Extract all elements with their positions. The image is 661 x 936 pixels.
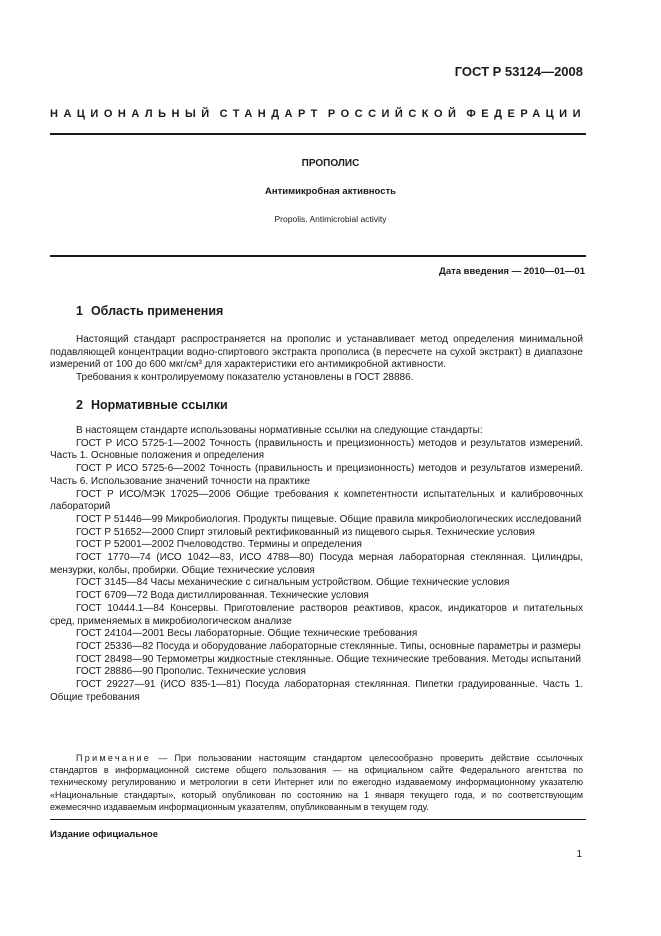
document-title: ПРОПОЛИС <box>301 158 360 169</box>
document-code: ГОСТ Р 53124—2008 <box>454 64 583 79</box>
document-subtitle: Антимикробная активность <box>265 186 396 197</box>
national-standard-banner <box>50 108 586 120</box>
section-title: Нормативные ссылки <box>90 398 228 412</box>
reference-item: ГОСТ 3145—84 Часы механические с сигнальным устройством. Общие технические условия <box>76 577 510 589</box>
banner-word: РОССИЙСКОЙ <box>327 108 462 120</box>
edition-label: Издание официальное <box>50 829 158 840</box>
section-1-body <box>50 334 583 385</box>
reference-item: ГОСТ 24104—2001 Весы лабораторные. Общие технические требования <box>76 628 418 640</box>
reference-item: ГОСТ 6709—72 Вода дистиллированная. Технические условия <box>76 590 369 602</box>
section-heading <box>76 304 223 318</box>
reference-item: ГОСТ 28498—90 Термометры жидкостные стеклянные. Общие технические требования. Методы испытаний <box>76 653 581 665</box>
section-heading <box>76 398 228 412</box>
note-block <box>50 752 583 813</box>
paragraph: В настоящем стандарте использованы нормативные ссылки на следующие стандарты: <box>76 425 483 436</box>
reference-item: ГОСТ 10444.1—84 Консервы. Приготовление растворов реактивов, красок, индикаторов и питательных сред, применяемых в микробиологическом анализе <box>50 602 583 627</box>
reference-item: ГОСТ 1770—74 (ИСО 1042—83, ИСО 4788—80) Посуда мерная лабораторная стеклянная. Цилиндры, мензурки, колбы, пробирки. Общие технические условия <box>50 552 583 576</box>
page-number: 1 <box>576 849 582 860</box>
reference-item: ГОСТ 29227—91 (ИСО 835-1—81) Посуда лабораторная стеклянная. Пипетки градуированные. Часть 1. Общие требования <box>50 679 583 703</box>
banner-word: ФЕДЕРАЦИИ <box>466 108 586 120</box>
reference-item: ГОСТ 28886—90 Прополис. Технические условия <box>76 666 306 678</box>
section-number: 1 <box>76 304 83 318</box>
introduction-date: Дата введения — 2010—01—01 <box>439 266 585 277</box>
reference-item: ГОСТ Р ИСО 5725-1—2002 Точность (правильность и прецизионность) методов и результатов измерений. Часть 1. Основные положения и определения <box>50 437 583 462</box>
english-title: Propolis. Antimicrobial activity <box>274 214 387 224</box>
reference-item: ГОСТ Р 52001—2002 Пчеловодство. Термины и определения <box>76 539 362 551</box>
section-number: 2 <box>76 398 83 412</box>
reference-item: ГОСТ Р ИСО 5725-6—2002 Точность (правильность и прецизионность) методов и результатов измерений. Часть 6. Использование значений точности на практике <box>50 463 583 487</box>
section-2-body <box>50 425 583 704</box>
note-label: Примечание <box>76 753 152 763</box>
paragraph: Настоящий стандарт распространяется на прополис и устанавливает метод определения минимальной подавляющей концентрации водно-спиртового экстракта прополиса (в пересчете на сухой экстракт) в диапазоне измерений от 100 до 600 мкг/см³ для характеристики его антимикробной активности. <box>50 334 583 371</box>
reference-item: ГОСТ Р 51652—2000 Спирт этиловый ректификованный из пищевого сырья. Технические условия <box>76 526 535 538</box>
note-paragraph <box>50 752 583 813</box>
banner-word: СТАНДАРТ <box>219 108 323 120</box>
section-title: Область применения <box>90 304 224 318</box>
footer-divider <box>50 819 586 820</box>
banner-word: НАЦИОНАЛЬНЫЙ <box>50 108 215 120</box>
reference-item: ГОСТ Р ИСО/МЭК 17025—2006 Общие требования к компетентности испытательных и калибровочных лабораторий <box>50 488 583 513</box>
paragraph: Требования к контролируемому показателю установлены в ГОСТ 28886. <box>76 372 414 384</box>
title-divider <box>50 255 586 257</box>
reference-item: ГОСТ Р 51446—99 Микробиология. Продукты пищевые. Общие правила микробиологических исследований <box>76 513 582 525</box>
note-text: — При пользовании настоящим стандартом целесообразно проверить действие ссылочных стандартов в информационной системе общего пользования — на официальном сайте Федерального агентства по техническому регулированию и метрологии в сети Интернет или по ежегодно издаваемому информационному указателю «Национальные стандарты», который опубликован по состоянию на 1 января текущего года, и по соответствующим ежемесячно издаваемым информационным указателям, опубликованным в текущем году. <box>50 753 583 812</box>
reference-item: ГОСТ 25336—82 Посуда и оборудование лабораторные стеклянные. Типы, основные параметры и размеры <box>76 640 581 652</box>
top-divider <box>50 133 586 135</box>
